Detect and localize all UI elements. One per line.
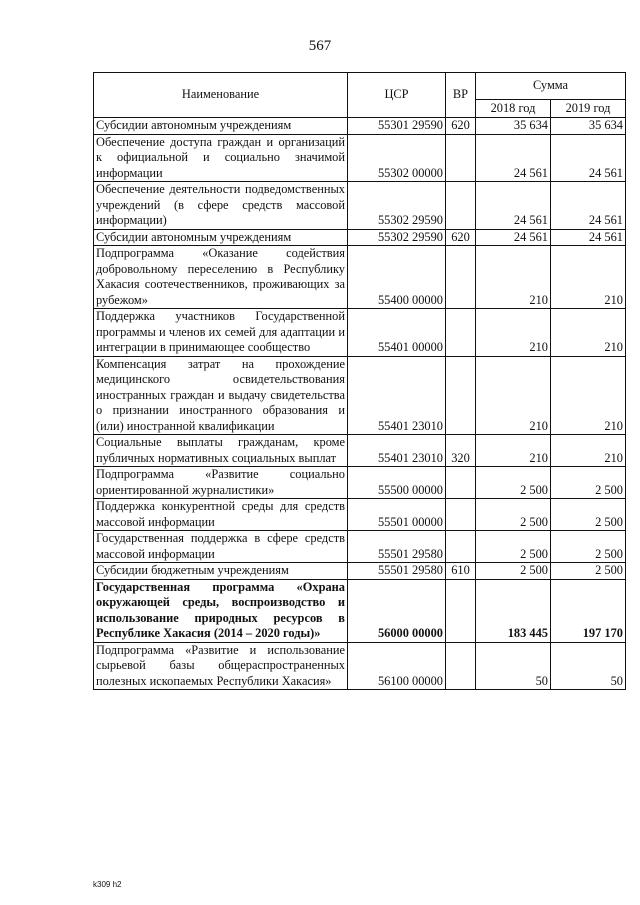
row-sum-2018-cell: 210 xyxy=(476,435,551,467)
row-csr-cell: 56000 00000 xyxy=(348,579,446,642)
row-csr-cell: 55501 29580 xyxy=(348,531,446,563)
row-sum-2018-cell: 2 500 xyxy=(476,499,551,531)
row-csr-cell: 55302 29590 xyxy=(348,182,446,230)
row-name-cell: Обеспечение деятельности подведомственных учреждений (в сфере средств массовой информации) xyxy=(94,182,348,230)
row-sum-2019-cell: 24 561 xyxy=(551,134,626,182)
row-csr-cell: 55302 29590 xyxy=(348,229,446,246)
row-name-cell: Субсидии бюджетным учреждениям xyxy=(94,563,348,580)
budget-table xyxy=(93,72,626,690)
row-vr-cell: 610 xyxy=(446,563,476,580)
row-sum-2019-cell: 50 xyxy=(551,642,626,690)
table-header xyxy=(94,73,626,118)
row-vr-cell: 620 xyxy=(446,229,476,246)
row-sum-2018-cell: 24 561 xyxy=(476,229,551,246)
table-row xyxy=(94,118,626,135)
row-csr-cell: 55401 23010 xyxy=(348,356,446,435)
page-number: 567 xyxy=(308,38,332,54)
table-row xyxy=(94,642,626,690)
footer-code: k309 h2 xyxy=(93,880,122,889)
row-sum-2019-cell: 197 170 xyxy=(551,579,626,642)
row-csr-cell: 55501 29580 xyxy=(348,563,446,580)
table-row xyxy=(94,579,626,642)
row-vr-cell xyxy=(446,182,476,230)
row-name-cell: Подпрограмма «Развитие социально ориентированной журналистики» xyxy=(94,467,348,499)
table-row xyxy=(94,563,626,580)
row-csr-cell: 55401 23010 xyxy=(348,435,446,467)
header-sum: Сумма xyxy=(476,73,626,100)
row-name-cell: Субсидии автономным учреждениям xyxy=(94,118,348,135)
row-vr-cell xyxy=(446,356,476,435)
row-vr-cell xyxy=(446,642,476,690)
row-sum-2018-cell: 50 xyxy=(476,642,551,690)
row-sum-2019-cell: 210 xyxy=(551,356,626,435)
row-sum-2018-cell: 210 xyxy=(476,246,551,309)
row-name-cell: Субсидии автономным учреждениям xyxy=(94,229,348,246)
row-sum-2018-cell: 210 xyxy=(476,309,551,357)
row-csr-cell: 55401 00000 xyxy=(348,309,446,357)
row-sum-2019-cell: 210 xyxy=(551,435,626,467)
row-vr-cell xyxy=(446,134,476,182)
table-row xyxy=(94,182,626,230)
row-name-cell: Обеспечение доступа граждан и организаций к официальной и социально значимой информации xyxy=(94,134,348,182)
row-sum-2018-cell: 35 634 xyxy=(476,118,551,135)
row-csr-cell: 55302 00000 xyxy=(348,134,446,182)
row-sum-2019-cell: 35 634 xyxy=(551,118,626,135)
row-sum-2018-cell: 2 500 xyxy=(476,563,551,580)
row-vr-cell xyxy=(446,499,476,531)
row-name-cell: Компенсация затрат на прохождение медицинского освидетельствования иностранных граждан и выдачу свидетельства о признании иностранного образования и (или) иностранной квалификации xyxy=(94,356,348,435)
row-sum-2018-cell: 2 500 xyxy=(476,467,551,499)
row-csr-cell: 55301 29590 xyxy=(348,118,446,135)
row-sum-2018-cell: 183 445 xyxy=(476,579,551,642)
header-name: Наименование xyxy=(94,73,348,118)
row-vr-cell xyxy=(446,579,476,642)
header-vr: ВР xyxy=(446,73,476,118)
row-csr-cell: 55501 00000 xyxy=(348,499,446,531)
row-vr-cell xyxy=(446,467,476,499)
row-sum-2019-cell: 2 500 xyxy=(551,563,626,580)
row-sum-2019-cell: 2 500 xyxy=(551,499,626,531)
row-vr-cell xyxy=(446,246,476,309)
header-year-2018: 2018 год xyxy=(476,100,551,118)
table-row xyxy=(94,435,626,467)
table-row xyxy=(94,531,626,563)
row-sum-2018-cell: 24 561 xyxy=(476,182,551,230)
row-csr-cell: 56100 00000 xyxy=(348,642,446,690)
row-sum-2019-cell: 24 561 xyxy=(551,182,626,230)
row-name-cell: Подпрограмма «Оказание содействия добровольному переселению в Республику Хакасия соотечественников, проживающих за рубежом» xyxy=(94,246,348,309)
row-vr-cell: 320 xyxy=(446,435,476,467)
header-csr: ЦСР xyxy=(348,73,446,118)
row-vr-cell xyxy=(446,309,476,357)
row-name-cell: Государственная поддержка в сфере средств массовой информации xyxy=(94,531,348,563)
row-name-cell: Подпрограмма «Развитие и использование сырьевой базы общераспространенных полезных ископаемых Республики Хакасия» xyxy=(94,642,348,690)
header-year-2019: 2019 год xyxy=(551,100,626,118)
row-name-cell: Социальные выплаты гражданам, кроме публичных нормативных социальных выплат xyxy=(94,435,348,467)
row-name-cell: Поддержка конкурентной среды для средств массовой информации xyxy=(94,499,348,531)
row-sum-2019-cell: 2 500 xyxy=(551,467,626,499)
row-sum-2019-cell: 210 xyxy=(551,309,626,357)
row-sum-2018-cell: 24 561 xyxy=(476,134,551,182)
table-row xyxy=(94,309,626,357)
table-row xyxy=(94,246,626,309)
row-csr-cell: 55500 00000 xyxy=(348,467,446,499)
table-row xyxy=(94,134,626,182)
table-row xyxy=(94,467,626,499)
row-name-cell: Государственная программа «Охрана окружающей среды, воспроизводство и использование природных ресурсов в Республике Хакасия (2014 – 2020 годы)» xyxy=(94,579,348,642)
table-body xyxy=(94,118,626,690)
row-sum-2018-cell: 2 500 xyxy=(476,531,551,563)
table-row xyxy=(94,229,626,246)
row-vr-cell xyxy=(446,531,476,563)
row-sum-2019-cell: 210 xyxy=(551,246,626,309)
row-vr-cell: 620 xyxy=(446,118,476,135)
table-row xyxy=(94,499,626,531)
row-csr-cell: 55400 00000 xyxy=(348,246,446,309)
row-name-cell: Поддержка участников Государственной программы и членов их семей для адаптации и интеграции в принимающее сообщество xyxy=(94,309,348,357)
row-sum-2019-cell: 2 500 xyxy=(551,531,626,563)
table-row xyxy=(94,356,626,435)
row-sum-2018-cell: 210 xyxy=(476,356,551,435)
row-sum-2019-cell: 24 561 xyxy=(551,229,626,246)
